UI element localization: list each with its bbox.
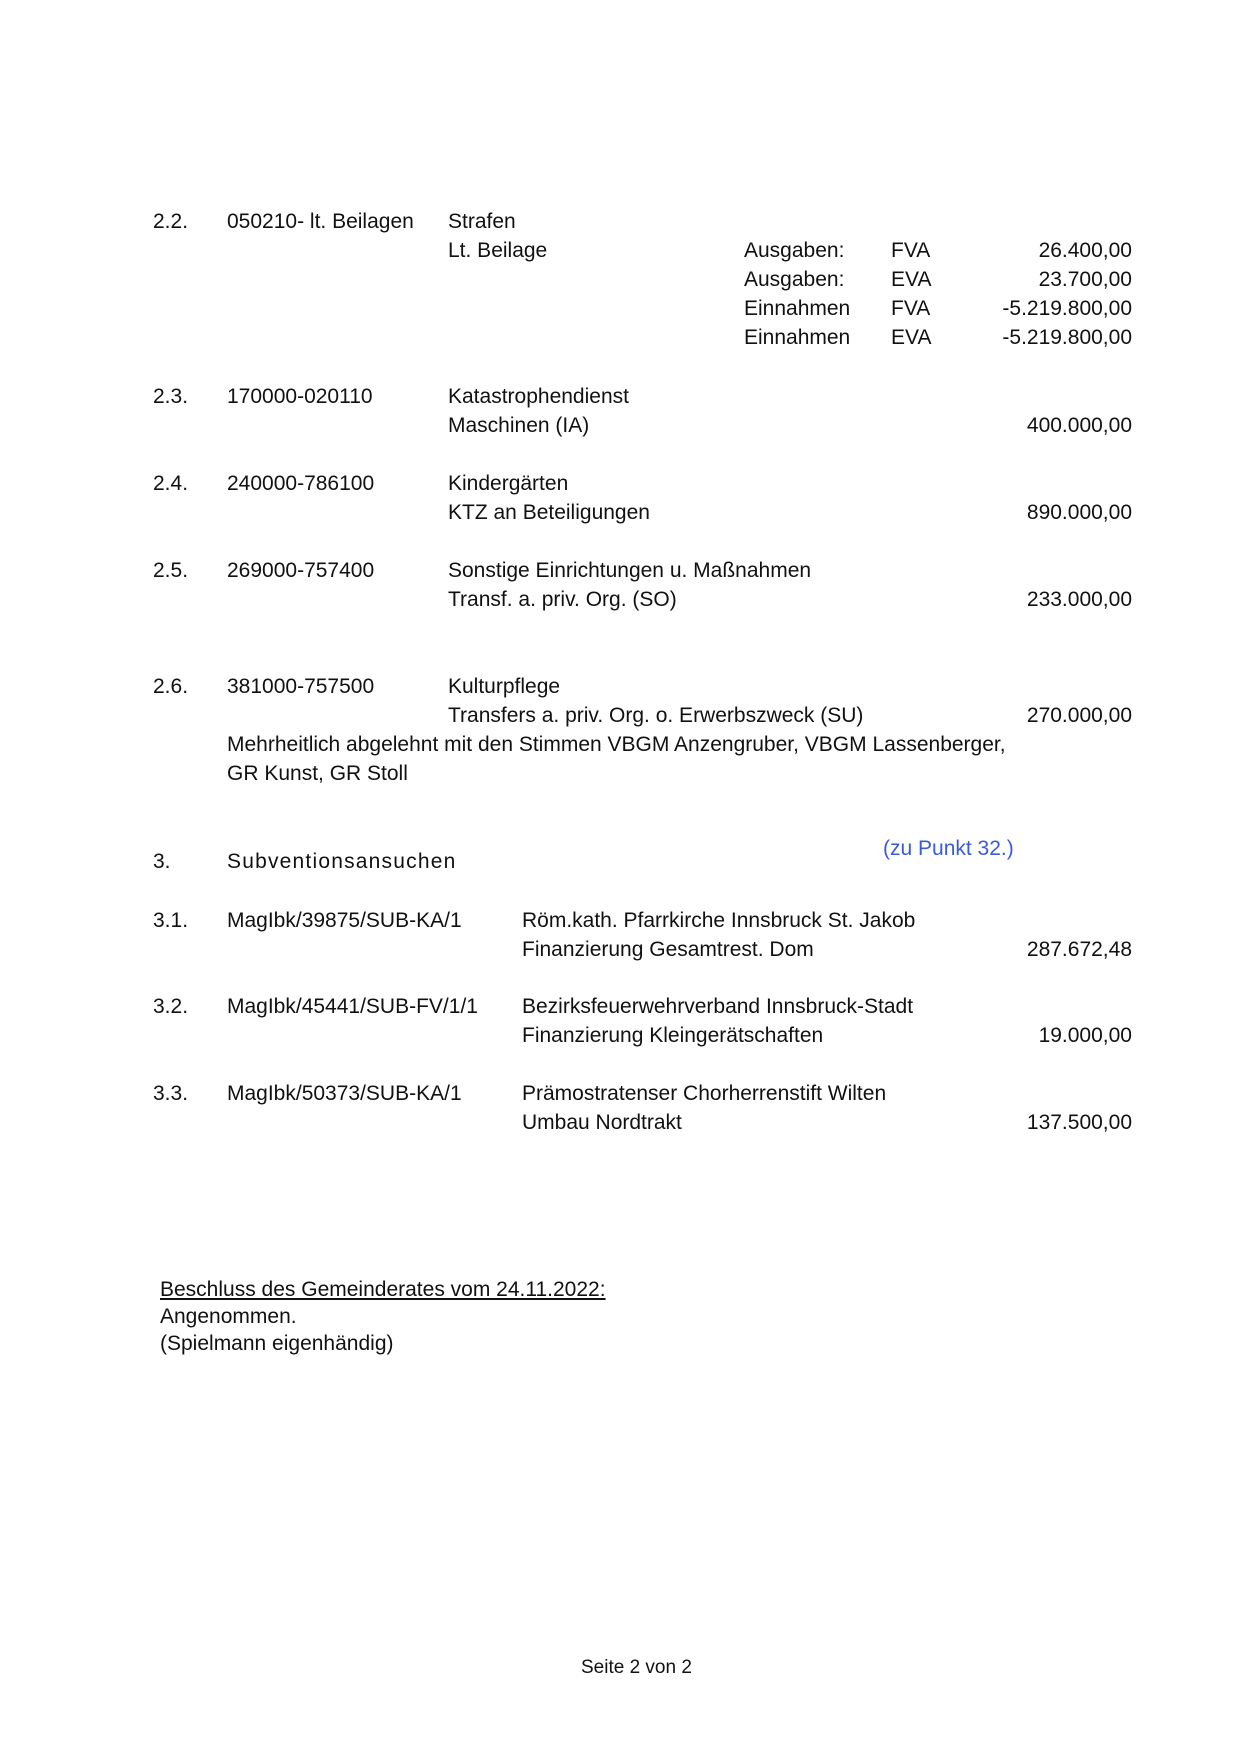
item-2-2-row-1-kind: Ausgaben: — [744, 239, 845, 262]
item-2-2-row-2-kind: Ausgaben: — [744, 268, 845, 291]
item-2-2-subtitle: Lt. Beilage — [448, 239, 548, 262]
item-2-5-subtitle: Transf. a. priv. Org. (SO) — [448, 588, 677, 611]
item-2-2-row-3-type: FVA — [891, 297, 931, 320]
item-2-2-row-1-type: FVA — [891, 239, 931, 262]
section-3-title: Subventionsansuchen — [227, 850, 457, 873]
page-number: Seite 2 von 2 — [581, 1657, 692, 1678]
item-2-6-number: 2.6. — [153, 675, 189, 698]
item-2-2-title: Strafen — [448, 210, 516, 233]
item-2-3-number: 2.3. — [153, 385, 189, 408]
vote-note-line-1: Mehrheitlich abgelehnt mit den Stimmen VBGM Anzengruber, VBGM Lassenberger, — [227, 733, 1006, 756]
item-3-2-number: 3.2. — [153, 995, 189, 1018]
item-2-3-code: 170000-020110 — [227, 385, 373, 408]
item-2-6-title: Kulturpflege — [448, 675, 561, 698]
item-3-1-number: 3.1. — [153, 909, 189, 932]
decision-heading: Beschluss des Gemeinderates vom 24.11.2022: — [160, 1278, 606, 1301]
item-2-5-amount: 233.000,00 — [1026, 588, 1132, 611]
section-3-number: 3. — [153, 850, 171, 873]
item-3-1-amount: 287.672,48 — [1026, 938, 1132, 961]
item-3-2-amount: 19.000,00 — [1038, 1024, 1132, 1047]
item-2-2-row-2-amount: 23.700,00 — [1038, 268, 1132, 291]
item-2-2-row-3-amount: -5.219.800,00 — [1002, 297, 1132, 320]
item-2-2-row-4-type: EVA — [891, 326, 932, 349]
item-3-2-code: MagIbk/45441/SUB-FV/1/1 — [227, 995, 478, 1018]
item-2-3-amount: 400.000,00 — [1026, 414, 1132, 437]
item-2-3-subtitle: Maschinen (IA) — [448, 414, 590, 437]
item-2-6-subtitle: Transfers a. priv. Org. o. Erwerbszweck (SU) — [448, 704, 864, 727]
item-2-4-title: Kindergärten — [448, 472, 569, 495]
item-2-5-title: Sonstige Einrichtungen u. Maßnahmen — [448, 559, 812, 582]
item-3-3-number: 3.3. — [153, 1082, 189, 1105]
item-2-4-amount: 890.000,00 — [1026, 501, 1132, 524]
item-3-2-title: Bezirksfeuerwehrverband Innsbruck-Stadt — [522, 995, 914, 1018]
item-2-2-code: 050210- lt. Beilagen — [227, 210, 414, 233]
vote-note-line-2: GR Kunst, GR Stoll — [227, 762, 408, 785]
item-3-1-title: Röm.kath. Pfarrkirche Innsbruck St. Jakob — [522, 909, 916, 932]
item-2-2-row-1-amount: 26.400,00 — [1038, 239, 1132, 262]
item-2-5-number: 2.5. — [153, 559, 189, 582]
item-3-3-title: Prämostratenser Chorherrenstift Wilten — [522, 1082, 887, 1105]
item-2-6-code: 381000-757500 — [227, 675, 375, 698]
decision-result: Angenommen. — [160, 1305, 297, 1328]
item-3-3-code: MagIbk/50373/SUB-KA/1 — [227, 1082, 462, 1105]
item-3-1-subtitle: Finanzierung Gesamtrest. Dom — [522, 938, 814, 961]
item-2-2-row-4-kind: Einnahmen — [744, 326, 851, 349]
item-2-4-code: 240000-786100 — [227, 472, 375, 495]
item-2-2-row-2-type: EVA — [891, 268, 932, 291]
item-3-1-code: MagIbk/39875/SUB-KA/1 — [227, 909, 462, 932]
item-3-3-subtitle: Umbau Nordtrakt — [522, 1111, 682, 1134]
item-3-3-amount: 137.500,00 — [1026, 1111, 1132, 1134]
ref-note: (zu Punkt 32.) — [883, 837, 1014, 860]
item-2-3-title: Katastrophendienst — [448, 385, 629, 408]
item-2-2-row-3-kind: Einnahmen — [744, 297, 851, 320]
item-2-4-subtitle: KTZ an Beteiligungen — [448, 501, 650, 524]
item-2-2-row-4-amount: -5.219.800,00 — [1002, 326, 1132, 349]
item-2-5-code: 269000-757400 — [227, 559, 375, 582]
item-2-2-number: 2.2. — [153, 210, 189, 233]
item-2-6-amount: 270.000,00 — [1026, 704, 1132, 727]
item-2-4-number: 2.4. — [153, 472, 189, 495]
decision-note: (Spielmann eigenhändig) — [160, 1332, 394, 1355]
item-3-2-subtitle: Finanzierung Kleingerätschaften — [522, 1024, 824, 1047]
